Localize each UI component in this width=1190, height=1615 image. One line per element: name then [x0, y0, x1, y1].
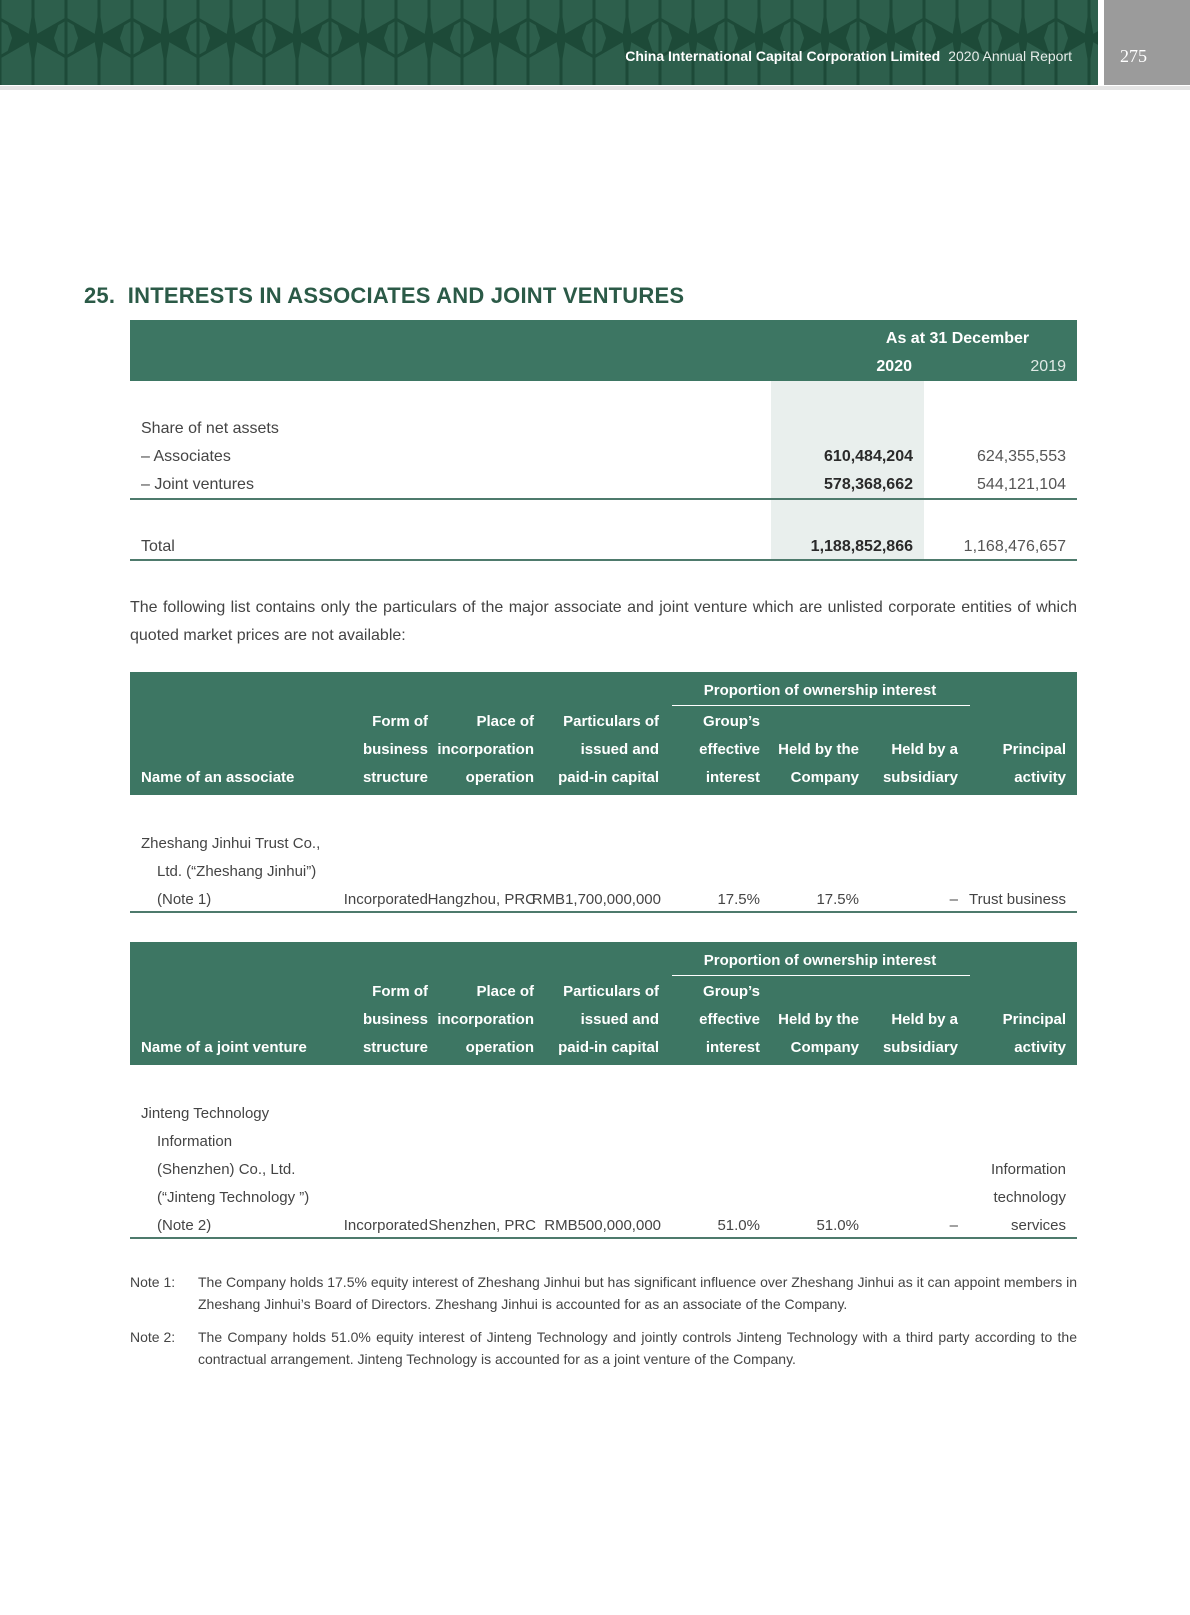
running-header [625, 48, 1072, 64]
as-at-header: As at 31 December [885, 330, 1030, 347]
capital-value: RMB500,000,000 [544, 1217, 661, 1234]
header-form: Form of business structure [362, 983, 428, 1056]
column-2020: 2020 [876, 358, 912, 375]
place-value: Shenzhen, PRC [428, 1217, 536, 1234]
current-year-shading [771, 381, 924, 561]
total-label: Total [141, 538, 175, 555]
group-header-rule [672, 975, 970, 976]
report-name: 2020 Annual Report [948, 48, 1072, 64]
header-held-by-company: Held by the Company [778, 1011, 859, 1056]
header-held-by-subsidiary: Held by a subsidiary [882, 1011, 958, 1056]
jv-table-header [130, 942, 1077, 1065]
asanoha-pattern-icon [0, 0, 1098, 85]
header-capital: Particulars of issued and paid-in capital [558, 983, 659, 1056]
place-value: Hangzhou, PRC [427, 891, 536, 908]
note-text: The Company holds 17.5% equity interest of Zheshang Jinhui but has significant influence over Zheshang Jinhui as it can appoint members in Zheshang Jinhui’s Board of Directors. Zheshang Jinhui is accounted for as an associate of the Company. [198, 1274, 1077, 1312]
jv-name: Jinteng Technology Information (Shenzhen) Co., Ltd. (“Jinteng Technology ”) (Note 2) [141, 1105, 310, 1234]
held-by-subsidiary-value: – [949, 1217, 958, 1234]
note-label: Note 1: [130, 1274, 176, 1290]
held-by-company-value: 51.0% [816, 1217, 859, 1234]
header-principal-activity: Principal activity [1002, 741, 1066, 786]
column-2019: 2019 [1030, 358, 1066, 375]
total-rule [130, 559, 1077, 561]
header-place: Place of incorporation operation [437, 983, 534, 1056]
associate-rule [130, 911, 1077, 913]
header-held-by-subsidiary: Held by a subsidiary [882, 741, 958, 786]
group-header-rule [672, 705, 970, 706]
header-place: Place of incorporation operation [437, 713, 534, 786]
header-name: Name of a joint venture [141, 1039, 307, 1056]
row-label: – Associates [141, 448, 231, 465]
company-name: China International Capital Corporation Limited [625, 48, 941, 64]
value-2020: 578,368,662 [824, 476, 913, 493]
header-capital: Particulars of issued and paid-in capital [558, 713, 659, 786]
header-name: Name of an associate [141, 769, 295, 786]
header-divider [0, 86, 1190, 90]
header-form: Form of business structure [362, 713, 428, 786]
row-label: – Joint ventures [141, 476, 254, 493]
ownership-group-header: Proportion of ownership interest [703, 952, 937, 969]
effective-interest-value: 17.5% [717, 891, 760, 908]
form-value: Incorporated [343, 1217, 428, 1234]
associate-table-header [130, 672, 1077, 795]
effective-interest-value: 51.0% [717, 1217, 760, 1234]
summary-table-header [130, 320, 1077, 381]
jv-rule [130, 1237, 1077, 1239]
value-2019: 544,121,104 [977, 476, 1066, 493]
page-number: 275 [1120, 46, 1147, 66]
held-by-company-value: 17.5% [816, 891, 859, 908]
note-text: The Company holds 51.0% equity interest of Jinteng Technology and jointly controls Jinteng Technology with a third party according to the contractual arrangement. Jinteng Technology is accounted for as a joint venture of the Company. [198, 1329, 1077, 1367]
value-2019: 624,355,553 [977, 448, 1066, 465]
note-1 [130, 1271, 1077, 1315]
header-held-by-company: Held by the Company [778, 741, 859, 786]
ownership-group-header: Proportion of ownership interest [703, 682, 937, 699]
page-number-box [1104, 0, 1190, 85]
note-2 [130, 1326, 1077, 1370]
intro-paragraph: The following list contains only the particulars of the major associate and joint venture which are unlisted corporate entities of which quoted market prices are not available: [130, 599, 1077, 644]
share-of-net-assets-label: Share of net assets [141, 420, 279, 437]
principal-activity-value: Trust business [969, 891, 1066, 908]
note-label: Note 2: [130, 1329, 176, 1345]
section-title: 25. INTERESTS IN ASSOCIATES AND JOINT VENTURES [84, 283, 685, 308]
subtotal-rule [130, 498, 1077, 500]
header-principal-activity: Principal activity [1002, 1011, 1066, 1056]
header-effective-interest: Group’s effective interest [699, 713, 760, 786]
principal-activity-value: Information technology services [990, 1161, 1066, 1234]
form-value: Incorporated [343, 891, 428, 908]
total-2020: 1,188,852,866 [810, 538, 913, 555]
value-2020: 610,484,204 [824, 448, 913, 465]
capital-value: RMB1,700,000,000 [531, 891, 661, 908]
header-effective-interest: Group’s effective interest [699, 983, 760, 1056]
held-by-subsidiary-value: – [949, 891, 958, 908]
header-banner [0, 0, 1098, 85]
associate-name: Zheshang Jinhui Trust Co., Ltd. (“Zheshang Jinhui”) (Note 1) [141, 835, 321, 908]
total-2019: 1,168,476,657 [963, 538, 1066, 555]
